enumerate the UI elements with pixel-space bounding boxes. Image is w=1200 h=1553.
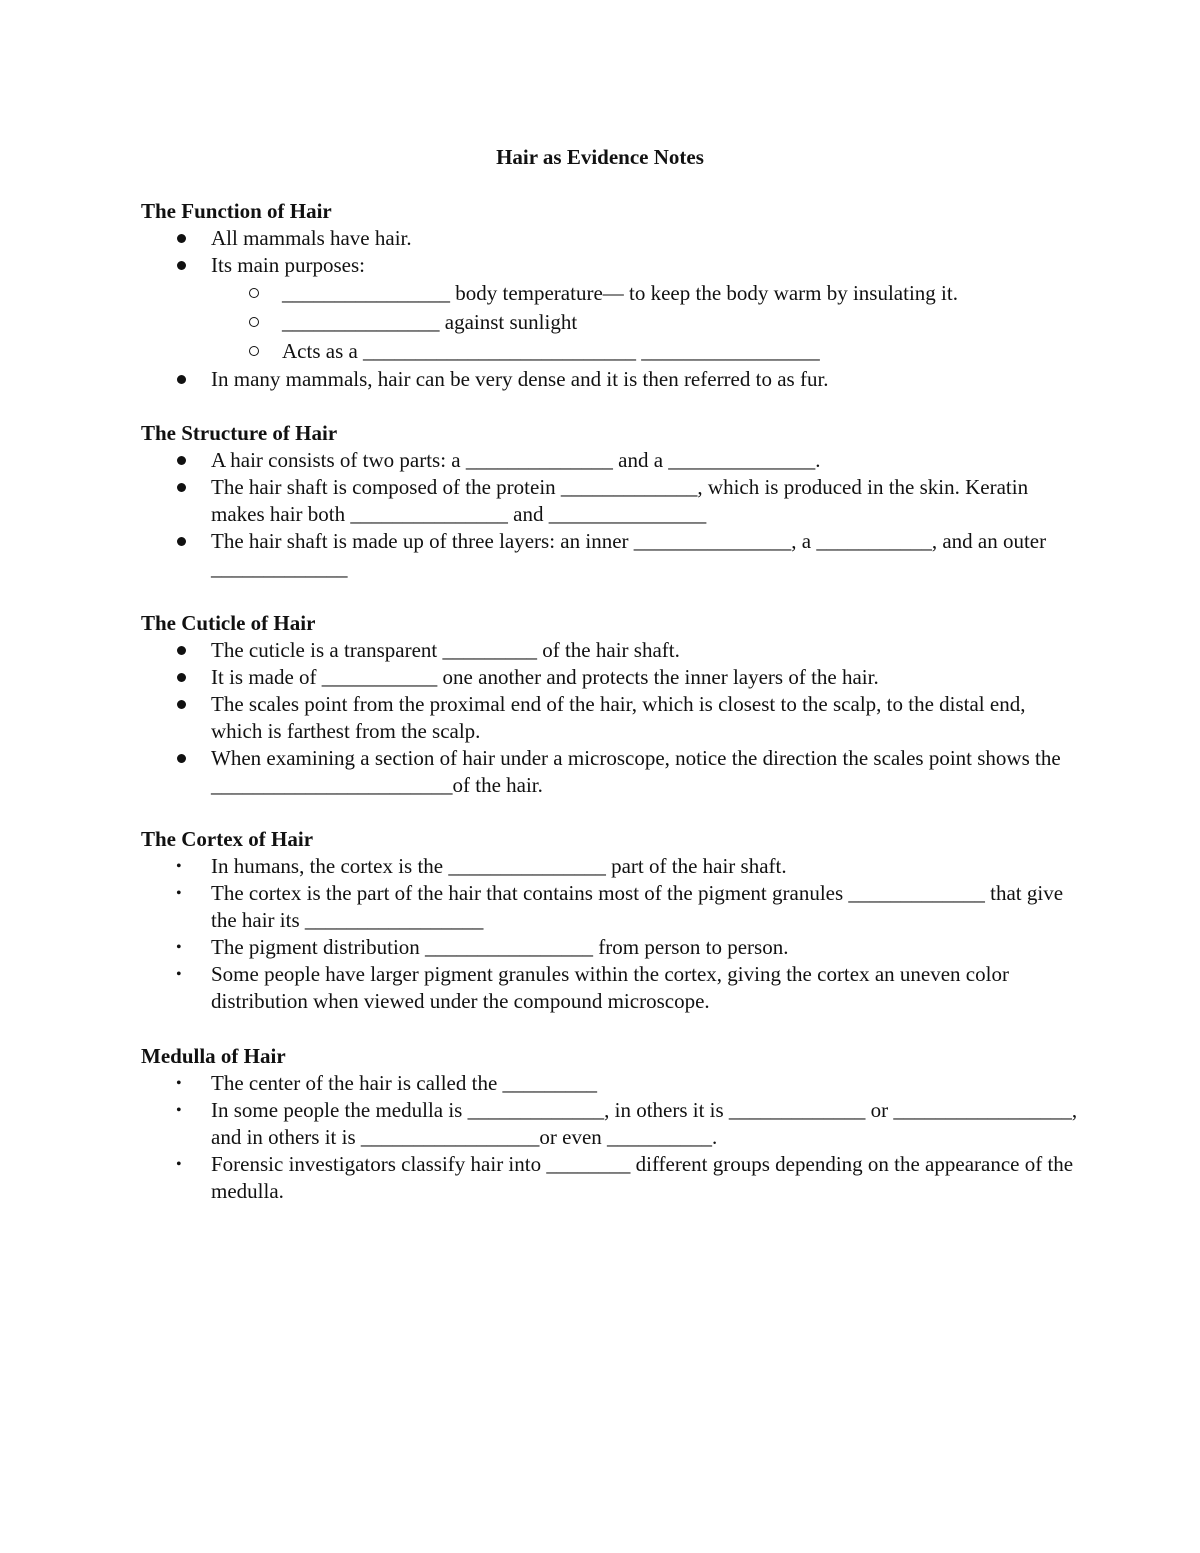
sub-list-item: _______________ against sunlight [141,308,1081,337]
bullet-list [141,853,1081,1015]
section-medulla [141,1042,1081,1205]
list-item: All mammals have hair. [141,225,1081,252]
list-item: A hair consists of two parts: a ______________ and a ______________. [141,447,1081,474]
list-item: • Some people have larger pigment granules within the cortex, giving the cortex an uneven color distribution when viewed under the compound microscope. [141,961,1081,1015]
section-function [141,197,1081,393]
list-item: • In some people the medulla is _____________, in others it is _____________ or _________________, and in others it is _________________or even __________. [141,1097,1081,1151]
list-item: The cuticle is a transparent _________ of the hair shaft. [141,637,1081,664]
page-title: Hair as Evidence Notes [496,145,704,169]
section-heading: The Function of Hair [141,199,332,223]
list-item: The hair shaft is made up of three layers: an inner _______________, a ___________, and an outer _____________ [141,528,1081,582]
bullet-list [141,447,1081,582]
list-item: Its main purposes: [141,252,1081,279]
list-item: It is made of ___________ one another and protects the inner layers of the hair. [141,664,1081,691]
list-item: In many mammals, hair can be very dense and it is then referred to as fur. [141,366,1081,393]
section-heading: The Cuticle of Hair [141,611,316,635]
sub-list-item: Acts as a __________________________ _________________ [141,337,1081,366]
section-heading: The Cortex of Hair [141,827,314,851]
list-item: • Forensic investigators classify hair into ________ different groups depending on the appearance of the medulla. [141,1151,1081,1205]
list-item: The hair shaft is composed of the protein _____________, which is produced in the skin. Keratin makes hair both _______________ and _______________ [141,474,1081,528]
bullet-list [141,225,1081,393]
section-heading: The Structure of Hair [141,421,338,445]
list-item: When examining a section of hair under a microscope, notice the direction the scales point shows the _______________________of the hair. [141,745,1081,799]
list-item: • In humans, the cortex is the _______________ part of the hair shaft. [141,853,1081,880]
bullet-list [141,637,1081,799]
list-item: • The cortex is the part of the hair that contains most of the pigment granules _____________ that give the hair its _________________ [141,880,1081,934]
bullet-list [141,1070,1081,1205]
list-item: • The pigment distribution ________________ from person to person. [141,934,1081,961]
section-structure [141,419,1081,582]
list-item: The scales point from the proximal end of the hair, which is closest to the scalp, to the distal end, which is farthest from the scalp. [141,691,1081,745]
section-heading: Medulla of Hair [141,1044,286,1068]
section-cortex [141,825,1081,1015]
section-cuticle [141,609,1081,799]
sub-list-item: ________________ body temperature— to keep the body warm by insulating it. [141,279,1081,308]
list-item: • The center of the hair is called the _________ [141,1070,1081,1097]
